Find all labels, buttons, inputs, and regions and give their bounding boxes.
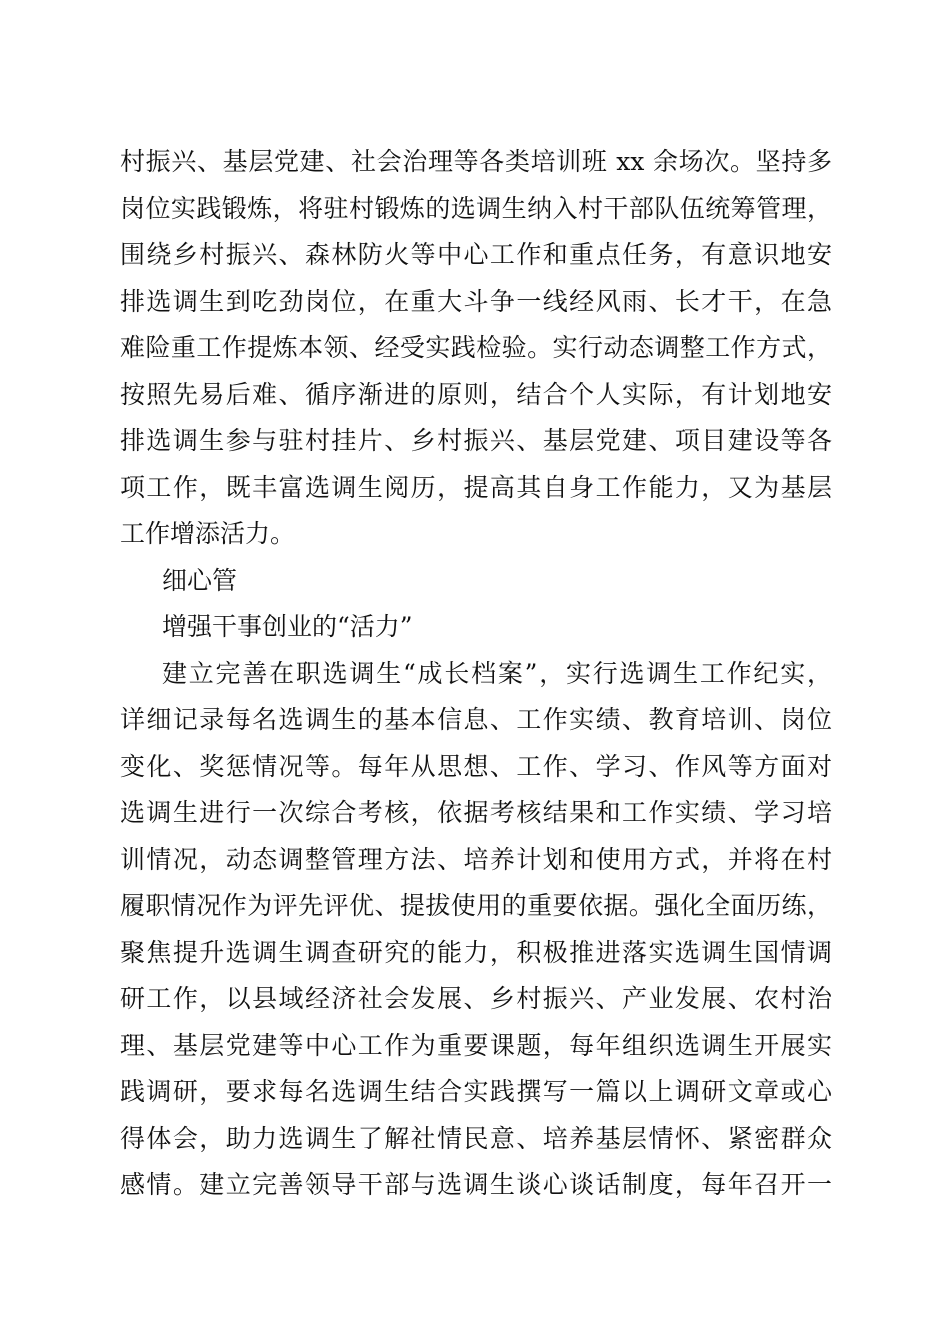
text-line: 选调生进行一次综合考核，依据考核结果和工作实绩、学习培 [120, 798, 832, 827]
text-line: 践调研，要求每名选调生结合实践撰写一篇以上调研文章或心 [120, 1077, 832, 1106]
text-line: 难险重工作提炼本领、经受实践检验。实行动态调整工作方式， [120, 333, 832, 362]
text-line: 聚焦提升选调生调查研究的能力，积极推进落实选调生国情调 [120, 938, 832, 967]
text-line: 排选调生到吃劲岗位，在重大斗争一线经风雨、长才干，在急 [120, 287, 832, 316]
text-line: 村振兴、基层党建、社会治理等各类培训班 xx 余场次。坚持多 [120, 147, 832, 176]
text-line: 详细记录每名选调生的基本信息、工作实绩、教育培训、岗位 [120, 705, 832, 734]
section-heading: 细心管 [162, 566, 238, 595]
text-line: 排选调生参与驻村挂片、乡村振兴、基层党建、项目建设等各 [120, 426, 832, 455]
text-line: 变化、奖惩情况等。每年从思想、工作、学习、作风等方面对 [120, 752, 832, 781]
text-line: 岗位实践锻炼，将驻村锻炼的选调生纳入村干部队伍统筹管理， [120, 194, 832, 223]
text-line: 按照先易后难、循序渐进的原则，结合个人实际，有计划地安 [120, 380, 832, 409]
section-subheading: 增强干事创业的“活力” [162, 612, 413, 641]
text-line: 项工作，既丰富选调生阅历，提高其自身工作能力，又为基层 [120, 473, 832, 502]
text-line: 感情。建立完善领导干部与选调生谈心谈话制度，每年召开一 [120, 1170, 832, 1199]
text-line: 履职情况作为评先评优、提拔使用的重要依据。强化全面历练， [120, 891, 832, 920]
text-line: 围绕乡村振兴、森林防火等中心工作和重点任务，有意识地安 [120, 240, 832, 269]
text-line: 理、基层党建等中心工作为重要课题，每年组织选调生开展实 [120, 1031, 832, 1060]
text-line: 工作增添活力。 [120, 519, 296, 548]
text-line: 训情况，动态调整管理方法、培养计划和使用方式，并将在村 [120, 845, 832, 874]
text-line: 建立完善在职选调生“成长档案”，实行选调生工作纪实， [162, 659, 832, 688]
text-line: 得体会，助力选调生了解社情民意、培养基层情怀、紧密群众 [120, 1124, 832, 1153]
text-line: 研工作，以县域经济社会发展、乡村振兴、产业发展、农村治 [120, 984, 832, 1013]
